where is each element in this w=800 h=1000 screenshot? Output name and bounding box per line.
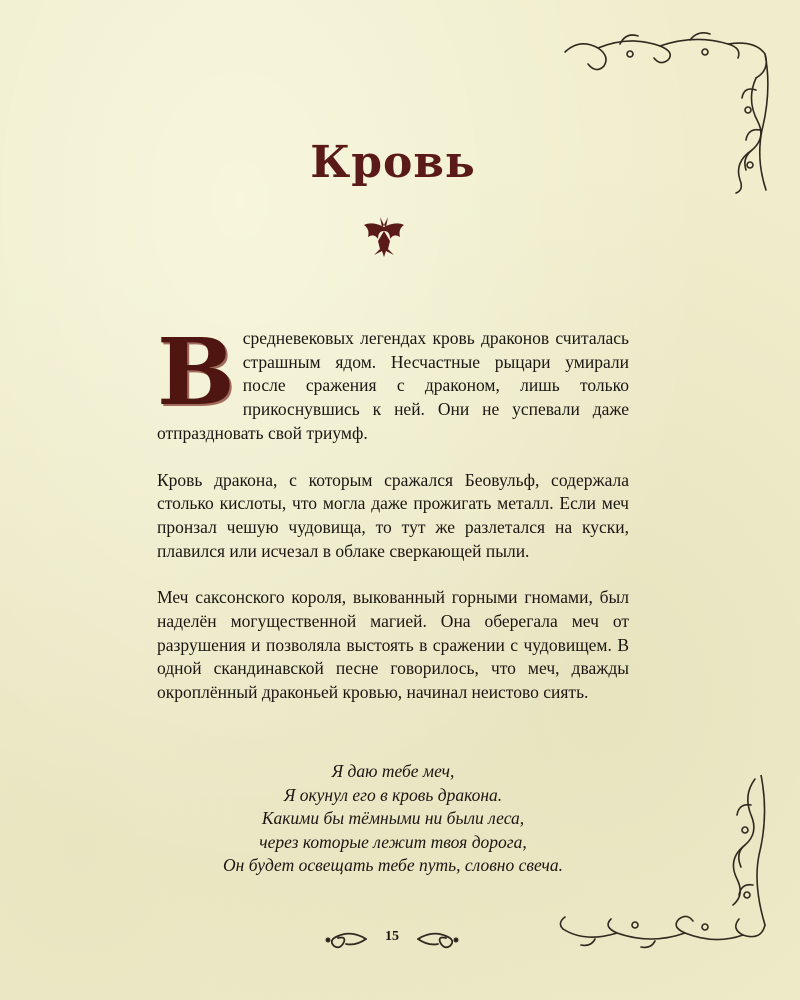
paragraph-text: средневековых легендах кровь драконов считалась страшным ядом. Несчастные рыцари умирали после сражения с драконом, лишь только прикоснувшись к ней. Они не успевали даже отпраздновать свой триумф. xyxy=(157,328,629,443)
poem-line: Я окунул его в кровь дракона. xyxy=(283,784,503,805)
poem-line: через которые лежит твоя дорога, xyxy=(259,831,527,852)
dragon-emblem-icon xyxy=(360,215,408,259)
article-body xyxy=(157,318,629,728)
poem-line: Он будет освещать тебе путь, словно свеча. xyxy=(223,855,563,875)
drop-cap: В xyxy=(157,318,235,426)
floral-corner-ornament-icon xyxy=(555,775,775,950)
page-title: Кровь xyxy=(310,137,476,189)
paragraph: Меч саксонского короля, выкованный горными гномами, был наделён могущественной магией. Она оберегала меч от разрушения и позволяла выстоять в сражении с чудовищем. В одной скандинавской песне говорилось, что меч, дважды окроплённый драконьей кровью, начинал неистово сиять. xyxy=(157,587,629,703)
poem-line: Какими бы тёмными ни были леса, xyxy=(261,808,525,828)
paragraph: Кровь дракона, с которым сражался Беовульф, содержала столько кислоты, что могла даже прожигать металл. Если меч пронзал чешую чудовища, то тут же разлетался на куски, плавился или исчезал в облаке сверкающей пыли. xyxy=(157,469,629,561)
poem-line: Я даю тебе меч, xyxy=(331,761,455,781)
page-number: 15 xyxy=(385,929,399,944)
paragraph xyxy=(157,318,629,446)
